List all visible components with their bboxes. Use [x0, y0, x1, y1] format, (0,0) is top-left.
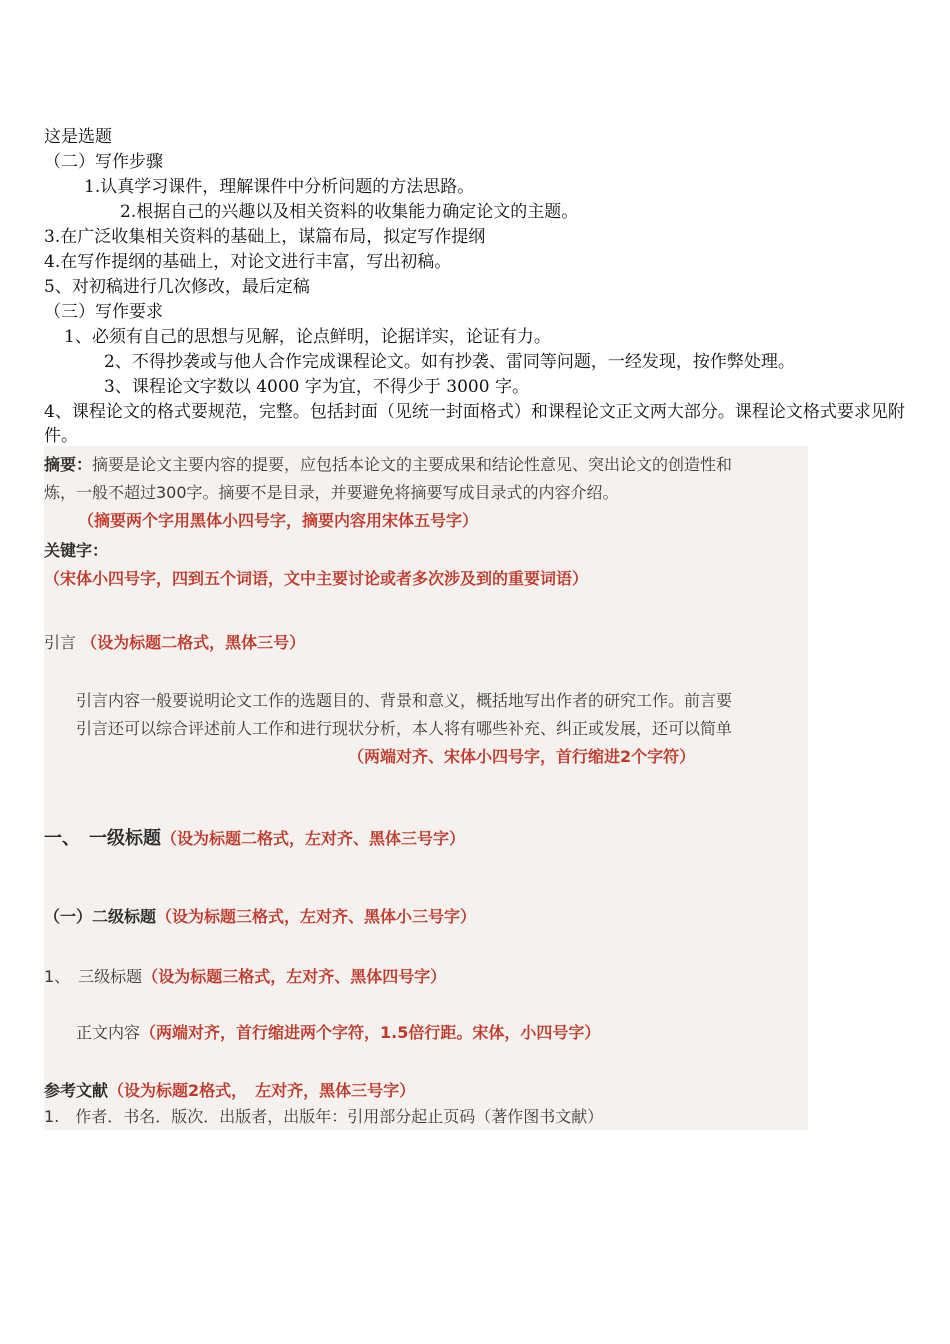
section-heading-requirements: （三）写作要求: [44, 302, 163, 322]
references-label: 参考文献: [44, 1081, 109, 1100]
intro-text-2: 引言还可以综合评述前人工作和进行现状分析，本人将有哪些补充、纠正或发展，还可以简单: [76, 719, 733, 738]
body-note: （两端对齐，首行缩进两个字符，1.5倍行距。宋体，小四号字）: [140, 1023, 601, 1042]
step-1: 1.认真学习课件，理解课件中分析问题的方法思路。: [84, 177, 475, 197]
requirement-1: 1、必须有自己的思想与见解，论点鲜明，论据详实，论证有力。: [64, 327, 551, 347]
step-2: 2.根据自己的兴趣以及相关资料的收集能力确定论文的主题。: [120, 202, 579, 222]
intro-format-note: （两端对齐、宋体小四号字，首行缩进2个字符）: [348, 747, 696, 766]
intro-note: （设为标题二格式，黑体三号）: [81, 633, 306, 652]
level3-heading: [44, 966, 446, 988]
requirement-4: 4、课程论文的格式要规范，完整。包括封面（见统一封面格式）和课程论文正文两大部分。课程论文格式要求见附件。: [44, 402, 905, 446]
references-note: （设为标题2格式， 左对齐，黑体三号字）: [108, 1081, 416, 1100]
level1-label: 一、 一级标题: [44, 828, 161, 849]
intro-label: 引言: [44, 633, 77, 652]
level1-heading: [44, 828, 465, 850]
requirement-3: 3、课程论文字数以 4000 字为宜，不得少于 3000 字。: [104, 377, 529, 397]
references-heading: [44, 1080, 415, 1102]
level3-label: 1、 三级标题: [44, 967, 143, 986]
section-heading-steps: （二）写作步骤: [44, 152, 163, 172]
abstract-text-1: 摘要是论文主要内容的提要，应包括本论文的主要成果和结论性意见、突出论文的创造性和: [92, 455, 733, 474]
intro-heading: [44, 632, 305, 654]
level1-note: （设为标题二格式，左对齐、黑体三号字）: [161, 829, 466, 848]
keywords-note: （宋体小四号字，四到五个词语，文中主要讨论或者多次涉及到的重要词语）: [44, 569, 589, 588]
requirement-2: 2、不得抄袭或与他人合作完成课程论文。如有抄袭、雷同等问题，一经发现，按作弊处理。: [104, 352, 795, 372]
level2-heading: [44, 906, 476, 928]
abstract-label: 摘要：: [44, 455, 93, 474]
step-3: 3.在广泛收集相关资料的基础上，谋篇布局，拟定写作提纲: [44, 227, 486, 247]
step-5: 5、对初稿进行几次修改，最后定稿: [44, 277, 310, 297]
body-label: 正文内容: [76, 1023, 141, 1042]
body-text-line: [76, 1022, 600, 1044]
format-template-image: [44, 446, 808, 1130]
level2-label: （一）二级标题: [44, 907, 157, 926]
abstract-note: （摘要两个字用黑体小四号字，摘要内容用宋体五号字）: [78, 511, 479, 530]
keywords-label: 关键字：: [44, 541, 109, 560]
intro-line: 这是选题: [44, 127, 112, 147]
reference-item-1: 1. 作者．书名．版次．出版者，出版年：引用部分起止页码（著作图书文献）: [44, 1107, 604, 1126]
abstract-line-1: [44, 454, 732, 476]
abstract-text-2: 炼，一般不超过300字。摘要不是目录，并要避免将摘要写成目录式的内容介绍。: [44, 483, 619, 502]
level2-note: （设为标题三格式，左对齐、黑体小三号字）: [156, 907, 477, 926]
level3-note: （设为标题三格式，左对齐、黑体四号字）: [142, 967, 447, 986]
step-4: 4.在写作提纲的基础上，对论文进行丰富，写出初稿。: [44, 252, 452, 272]
intro-text-1: 引言内容一般要说明论文工作的选题目的、背景和意义，概括地写出作者的研究工作。前言要: [76, 691, 733, 710]
